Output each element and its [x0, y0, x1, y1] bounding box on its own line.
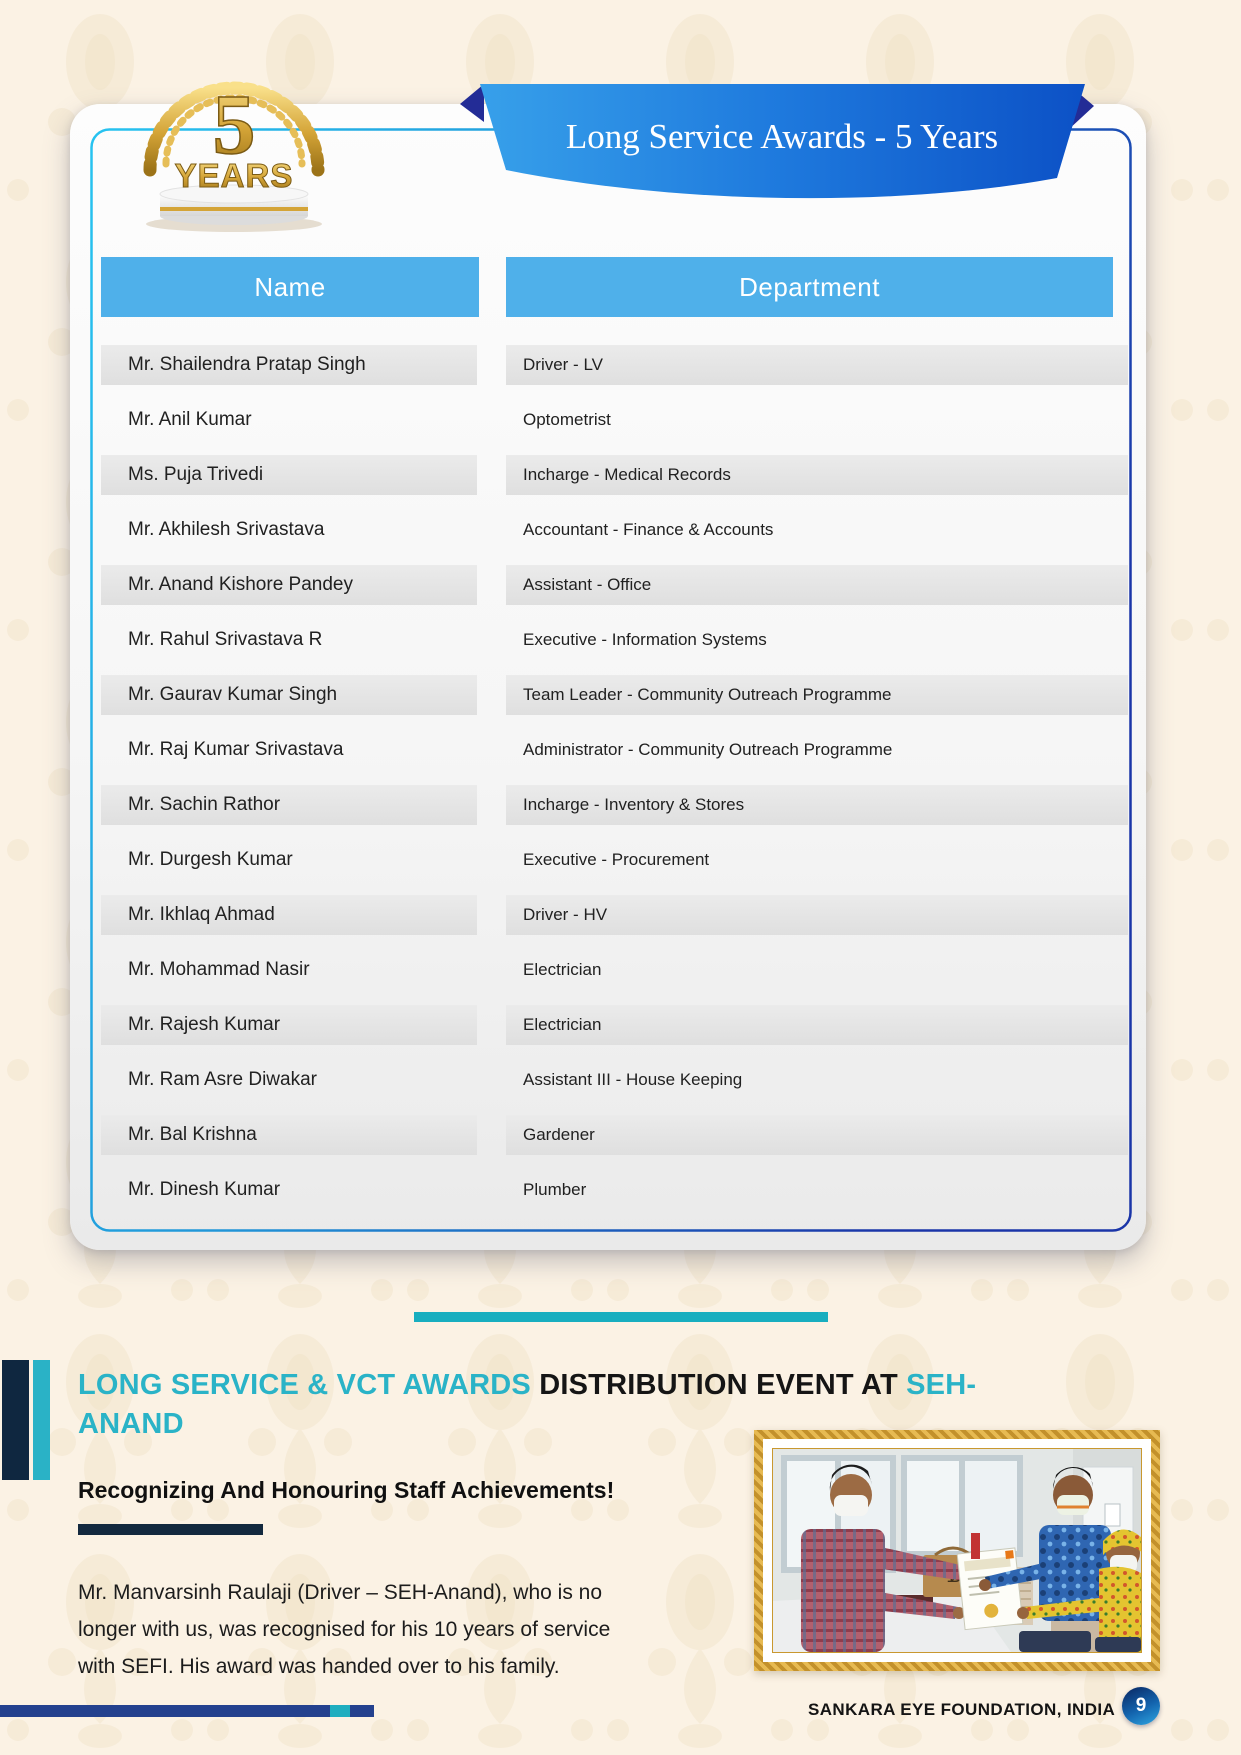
footer-organization: SANKARA EYE FOUNDATION, INDIA: [808, 1700, 1116, 1719]
subheading-underline: [78, 1524, 263, 1535]
table-row: [70, 730, 1146, 770]
five-years-badge: [126, 58, 342, 238]
employee-department: Executive - Information Systems: [523, 630, 767, 649]
ribbon-title: Long Service Awards - 5 Years: [565, 117, 999, 156]
table-row: [70, 400, 1146, 440]
footer-accent-bar: [0, 1705, 374, 1717]
photo-certificate: [957, 1548, 1023, 1630]
employee-name: Mr. Akhilesh Srivastava: [128, 519, 325, 540]
employee-name: Mr. Mohammad Nasir: [128, 959, 310, 980]
footer-accent-teal-segment: [330, 1705, 350, 1717]
table-row: [70, 620, 1146, 660]
employee-name: Mr. Ram Asre Diwakar: [128, 1069, 317, 1090]
employee-department: Electrician: [523, 960, 602, 979]
title-ribbon: [440, 76, 1100, 202]
table-row: [70, 1115, 1146, 1155]
employee-department: Plumber: [523, 1180, 587, 1199]
table-row: [70, 1005, 1146, 1045]
table-row: [70, 455, 1146, 495]
employee-department: Incharge - Inventory & Stores: [506, 785, 1128, 825]
heading-accent-teal-bar: [33, 1360, 50, 1480]
employee-department: Accountant - Finance & Accounts: [523, 520, 774, 539]
photo-inner-border: [772, 1448, 1142, 1653]
employee-name: Mr. Bal Krishna: [101, 1115, 477, 1155]
employee-name: Mr. Raj Kumar Srivastava: [128, 739, 344, 760]
employee-name: Ms. Puja Trivedi: [101, 455, 477, 495]
employee-department: Assistant III - House Keeping: [523, 1070, 743, 1089]
table-row: [70, 565, 1146, 605]
employee-department: Executive - Procurement: [523, 850, 710, 869]
table-header-name: Name: [101, 257, 479, 317]
event-subheading: Recognizing And Honouring Staff Achievements!: [78, 1477, 615, 1503]
event-heading-dark: DISTRIBUTION EVENT AT: [530, 1369, 907, 1401]
table-row: [70, 950, 1146, 990]
employee-name: Mr. Shailendra Pratap Singh: [101, 345, 477, 385]
employee-name: Mr. Anil Kumar: [128, 409, 252, 430]
employee-department: Gardener: [506, 1115, 1128, 1155]
heading-accent-navy-bar: [2, 1360, 29, 1480]
employee-name: Mr. Gaurav Kumar Singh: [101, 675, 477, 715]
award-card: [70, 104, 1146, 1250]
table-row: [70, 785, 1146, 825]
photo-calendar: [1105, 1504, 1120, 1526]
event-heading-highlight-2: SEH-ANAND: [78, 1369, 977, 1440]
teal-divider: [414, 1312, 828, 1322]
badge-label: YEARS: [174, 157, 294, 194]
table-row: [70, 510, 1146, 550]
table-row: [70, 1060, 1146, 1100]
table-row: [70, 895, 1146, 935]
employee-department: Optometrist: [523, 410, 611, 429]
employee-department: Electrician: [506, 1005, 1128, 1045]
employee-department: Administrator - Community Outreach Programme: [523, 740, 893, 759]
employee-department: Team Leader - Community Outreach Programme: [506, 675, 1128, 715]
event-body-text: Mr. Manvarsinh Raulaji (Driver – SEH-Anand), who is no longer with us, was recognised for his 10 years of service with SEFI. His award was handed over to his family.: [78, 1581, 611, 1678]
event-photo: [773, 1449, 1141, 1652]
event-heading-highlight-1: LONG SERVICE & VCT AWARDS: [78, 1369, 531, 1401]
ribbon-fold-left: [460, 84, 484, 122]
table-row: [70, 840, 1146, 880]
event-photo-frame: [754, 1430, 1160, 1671]
photo-mat: [763, 1439, 1151, 1662]
employee-name: Mr. Anand Kishore Pandey: [101, 565, 477, 605]
employee-name: Mr. Dinesh Kumar: [128, 1179, 281, 1200]
photo-ribbon-lanyard: [971, 1533, 980, 1559]
employee-department: Driver - HV: [506, 895, 1128, 935]
employee-name: Mr. Sachin Rathor: [101, 785, 477, 825]
table-header-department: Department: [506, 257, 1113, 317]
podium-gold-stripe: [160, 207, 308, 211]
employee-name: Mr. Ikhlaq Ahmad: [101, 895, 477, 935]
table-row: [70, 675, 1146, 715]
table-row: [70, 1170, 1146, 1210]
employee-name: Mr. Rahul Srivastava R: [128, 629, 323, 650]
employee-department: Incharge - Medical Records: [506, 455, 1128, 495]
page-number-badge: 9: [1122, 1687, 1160, 1725]
employee-department: Driver - LV: [506, 345, 1128, 385]
employee-department: Assistant - Office: [506, 565, 1128, 605]
employee-name: Mr. Rajesh Kumar: [101, 1005, 477, 1045]
employee-name: Mr. Durgesh Kumar: [128, 849, 293, 870]
table-row: [70, 345, 1146, 385]
badge-number: 5: [212, 76, 256, 172]
